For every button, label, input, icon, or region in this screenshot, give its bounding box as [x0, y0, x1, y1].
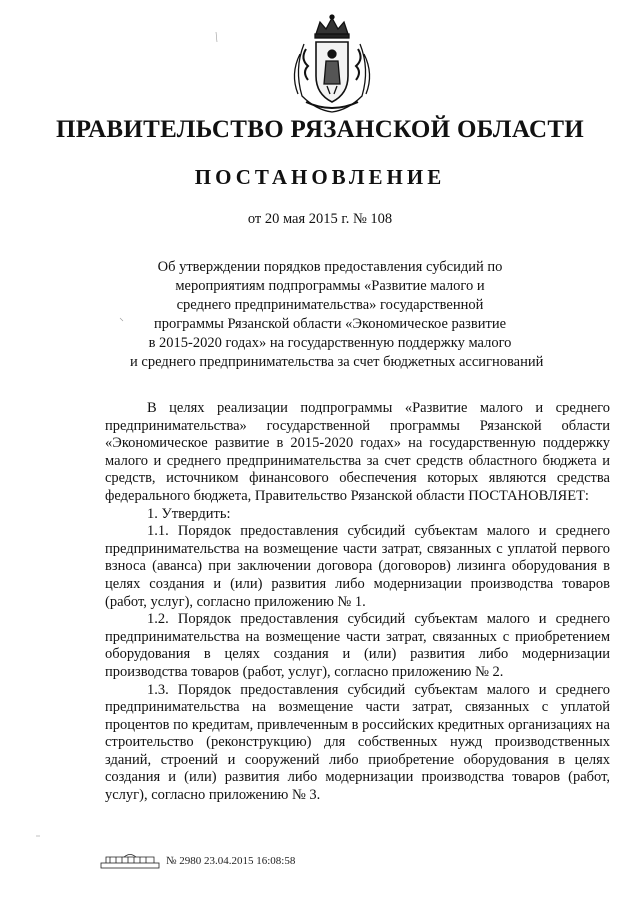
subject-line: среднего предпринимательства» государственной	[176, 297, 484, 313]
registration-footer	[100, 851, 295, 871]
government-title: ПРАВИТЕЛЬСТВО РЯЗАНСКОЙ ОБЛАСТИ	[55, 116, 585, 143]
preamble-paragraph: В целях реализации подпрограммы «Развитие малого и среднего предпринимательства» государственной программы Рязанской области «Экономическое развитие в 2015-2020 годах» на государственную поддержку малого и среднего предпринимательства за счет средств областного бюджета и средств, источником финансового обеспечения которых являются средства федерального бюджета, Правительство Рязанской области ПОСТАНОВЛЯЕТ:	[105, 400, 610, 504]
document-body	[105, 400, 610, 805]
subject-line: мероприятиям подпрограммы «Развитие малого и	[175, 278, 485, 294]
subject-line: Об утверждении порядков предоставления субсидий по	[157, 259, 503, 275]
item-1: 1. Утвердить:	[147, 505, 231, 522]
document-subject	[130, 258, 544, 372]
subject-line: и среднего предпринимательства за счет бюджетных ассигнований	[130, 354, 544, 370]
item-1-2: 1.2. Порядок предоставления субсидий субъектам малого и среднего предпринимательства на возмещение части затрат, связанных с приобретением оборудования в целях создания и (или) развития либо модернизации производства товаров (работ, услуг), согласно приложению № 2.	[105, 611, 610, 680]
registration-number: № 2980 23.04.2015 16:08:58	[166, 855, 296, 867]
subject-line: программы Рязанской области «Экономическое развитие	[153, 316, 507, 332]
item-1-3: 1.3. Порядок предоставления субсидий субъектам малого и среднего предпринимательства на возмещение части затрат, связанных с уплатой процентов по кредитам, привлеченным в российских кредитных организациях на строительство (реконструкцию) для собственных нужд производственных зданий, строений и сооружений либо приобретение оборудования в целях создания и (или) развития либо модернизации производства товаров (работ, услуг), согласно приложению № 3.	[105, 681, 610, 804]
document-date-number: от 20 мая 2015 г. № 108	[247, 211, 393, 227]
item-1-1: 1.1. Порядок предоставления субсидий субъектам малого и среднего предпринимательства на возмещение части затрат, связанных с уплатой первого взноса (аванса) при заключении договора (договоров) лизинга оборудования в целях создания и (или) развития либо модернизации производства товаров (работ, услуг), согласно приложению № 1.	[105, 523, 610, 610]
document-type: ПОСТАНОВЛЕНИЕ	[194, 165, 446, 189]
subject-line: в 2015-2020 годах» на государственную поддержку малого	[148, 335, 512, 351]
coat-of-arms-icon	[286, 14, 378, 114]
building-stamp-icon	[100, 853, 160, 869]
